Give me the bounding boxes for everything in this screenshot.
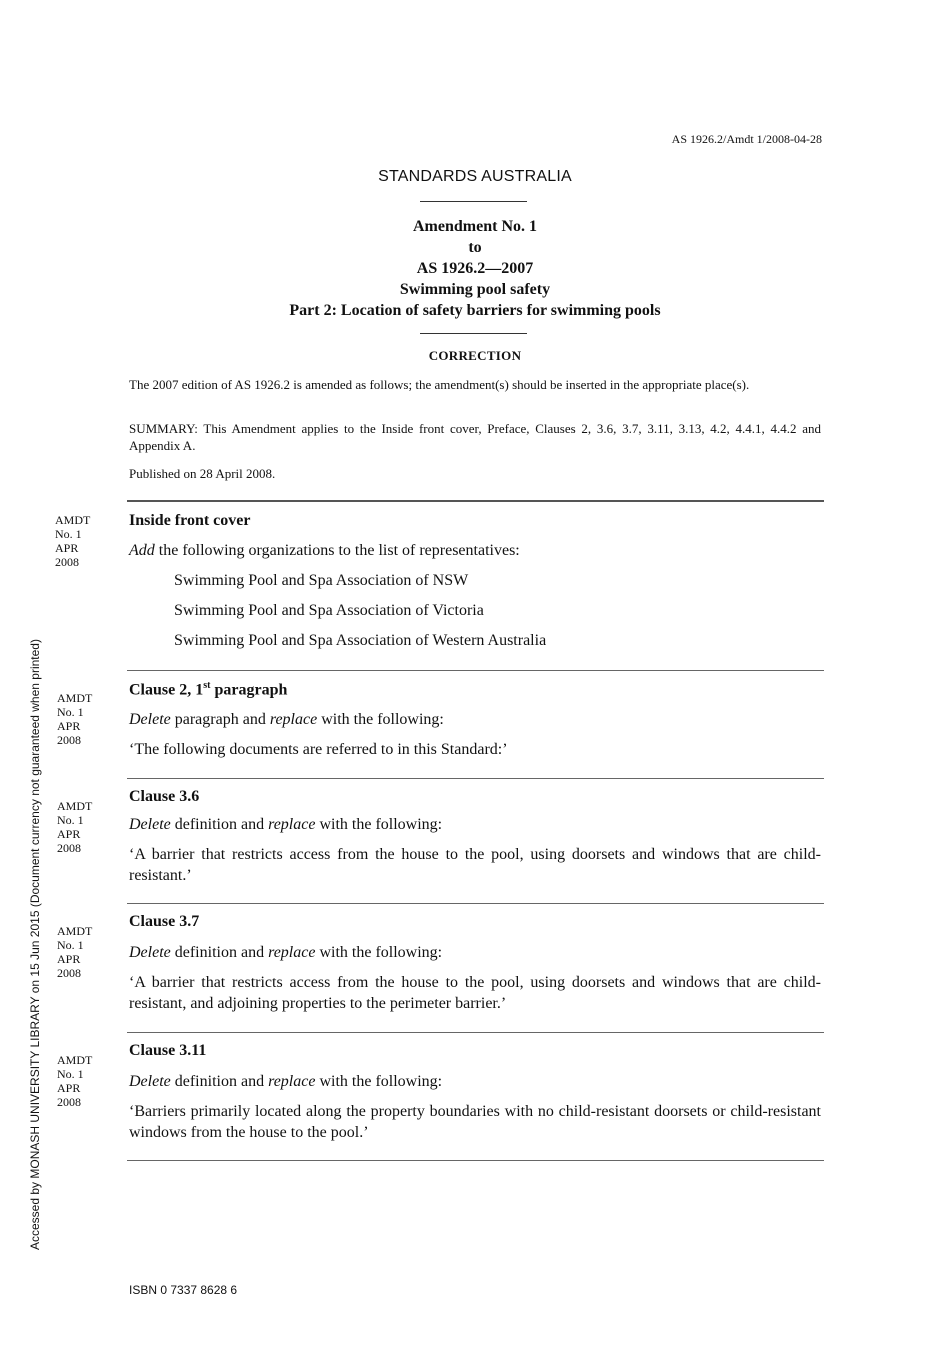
section-divider (127, 778, 824, 779)
replace-keyword: replace (269, 711, 318, 728)
title-part: Part 2: Location of safety barriers for swimming pools (289, 302, 661, 319)
amdt-year: 2008 (57, 1095, 81, 1109)
clause-2-heading-sup: st (203, 680, 211, 691)
clause-3-6-object: definition and (170, 816, 269, 833)
org-item: Swimming Pool and Spa Association of Western Australia (174, 632, 547, 649)
amdt-number: No. 1 (57, 705, 84, 719)
clause-2-object: paragraph and (170, 711, 270, 728)
isbn: ISBN 0 7337 8628 6 (129, 1283, 238, 1297)
title-divider-top (420, 201, 527, 202)
with-following: with the following: (317, 711, 444, 728)
section-divider (127, 903, 824, 904)
amdt-label: AMDT (57, 924, 93, 938)
cover-instruction-text: the following organizations to the list of representatives: (154, 542, 520, 559)
amendment-marker (57, 924, 92, 980)
amdt-year: 2008 (57, 733, 81, 747)
section-divider (127, 670, 824, 671)
section-heading-cover: Inside front cover (129, 512, 251, 529)
amdt-label: AMDT (57, 799, 93, 813)
clause-3-11-instruction (129, 1071, 821, 1092)
amdt-label: AMDT (57, 1053, 93, 1067)
document-reference: AS 1926.2/Amdt 1/2008-04-28 (671, 132, 822, 146)
add-keyword: Add (129, 542, 155, 559)
clause-3-7-text: ‘A barrier that restricts access from the house to the pool, using doorsets and windows that are child-resistant, and adjoining properties to the perimeter barrier.’ (129, 974, 821, 1012)
clause-3-6-instruction (129, 814, 821, 835)
amdt-number: No. 1 (57, 1067, 84, 1081)
clause-2-instruction (129, 709, 821, 730)
amdt-month: APR (55, 541, 79, 555)
replace-keyword: replace (268, 1073, 316, 1090)
with-following: with the following: (315, 1073, 443, 1090)
clause-3-11-text: ‘Barriers primarily located along the property boundaries with no child-resistant doorsets or child-resistant windows from the house to the pool.’ (129, 1103, 821, 1141)
section-divider (127, 1160, 824, 1161)
clause-3-11-object: definition and (170, 1073, 269, 1090)
summary-statement: SUMMARY: This Amendment applies to the Inside front cover, Preface, Clauses 2, 3.6, 3.7, 3.11, 3.13, 4.2, 4.4.1, 4.4.2 and Appendix A. (129, 421, 821, 453)
replace-keyword: replace (268, 816, 316, 833)
clause-2-text: ‘The following documents are referred to in this Standard:’ (129, 741, 508, 758)
amdt-month: APR (57, 1081, 81, 1095)
amdt-number: No. 1 (57, 813, 84, 827)
amdt-month: APR (57, 719, 81, 733)
access-watermark: Accessed by MONASH UNIVERSITY LIBRARY on 15 Jun 2015 (Document currency not guaranteed when printed) (28, 639, 42, 1250)
amdt-year: 2008 (57, 966, 81, 980)
amdt-month: APR (57, 827, 81, 841)
amdt-number: No. 1 (55, 527, 82, 541)
section-heading-clause-3-11: Clause 3.11 (129, 1042, 207, 1059)
title-amendment: Amendment No. 1 (413, 218, 537, 235)
title-subject: Swimming pool safety (399, 281, 551, 298)
clause-2-heading-end: paragraph (210, 681, 288, 699)
title-to: to (468, 239, 482, 256)
amdt-label: AMDT (57, 691, 93, 705)
amendment-marker (57, 1053, 92, 1109)
amendment-marker (57, 799, 92, 855)
correction-label: CORRECTION (428, 348, 522, 363)
amdt-year: 2008 (57, 841, 81, 855)
clause-3-6-text: ‘A barrier that restricts access from the house to the pool, using doorsets and windows that are child-resistant.’ (129, 846, 821, 884)
title-block (0, 216, 950, 321)
amdt-label: AMDT (55, 513, 91, 527)
org-item: Swimming Pool and Spa Association of NSW (174, 572, 469, 589)
title-divider-bottom (420, 333, 527, 334)
section-heading-clause-3-6: Clause 3.6 (129, 788, 200, 805)
section-divider (127, 500, 824, 502)
edition-statement: The 2007 edition of AS 1926.2 is amended as follows; the amendment(s) should be inserted in the appropriate place(s). (129, 377, 750, 392)
clause-2-heading-main: Clause 2, 1 (129, 681, 204, 699)
section-heading-clause-3-7: Clause 3.7 (129, 913, 200, 930)
delete-keyword: Delete (129, 1073, 171, 1090)
delete-keyword: Delete (129, 816, 171, 833)
title-standard: AS 1926.2—2007 (416, 260, 534, 277)
delete-keyword: Delete (129, 944, 171, 961)
amdt-year: 2008 (55, 555, 79, 569)
amdt-month: APR (57, 952, 81, 966)
delete-keyword: Delete (129, 711, 171, 728)
published-date: Published on 28 April 2008. (129, 466, 276, 481)
cover-instruction (129, 540, 821, 561)
section-divider (127, 1032, 824, 1033)
clause-3-7-object: definition and (170, 944, 269, 961)
amendment-marker (57, 691, 92, 747)
with-following: with the following: (315, 944, 443, 961)
amdt-number: No. 1 (57, 938, 84, 952)
replace-keyword: replace (268, 944, 316, 961)
clause-3-7-instruction (129, 942, 821, 963)
section-heading-clause-2 (129, 680, 287, 699)
org-item: Swimming Pool and Spa Association of Victoria (174, 602, 484, 619)
organization-name: STANDARDS AUSTRALIA (378, 168, 572, 185)
with-following: with the following: (315, 816, 443, 833)
amendment-marker (55, 513, 90, 569)
